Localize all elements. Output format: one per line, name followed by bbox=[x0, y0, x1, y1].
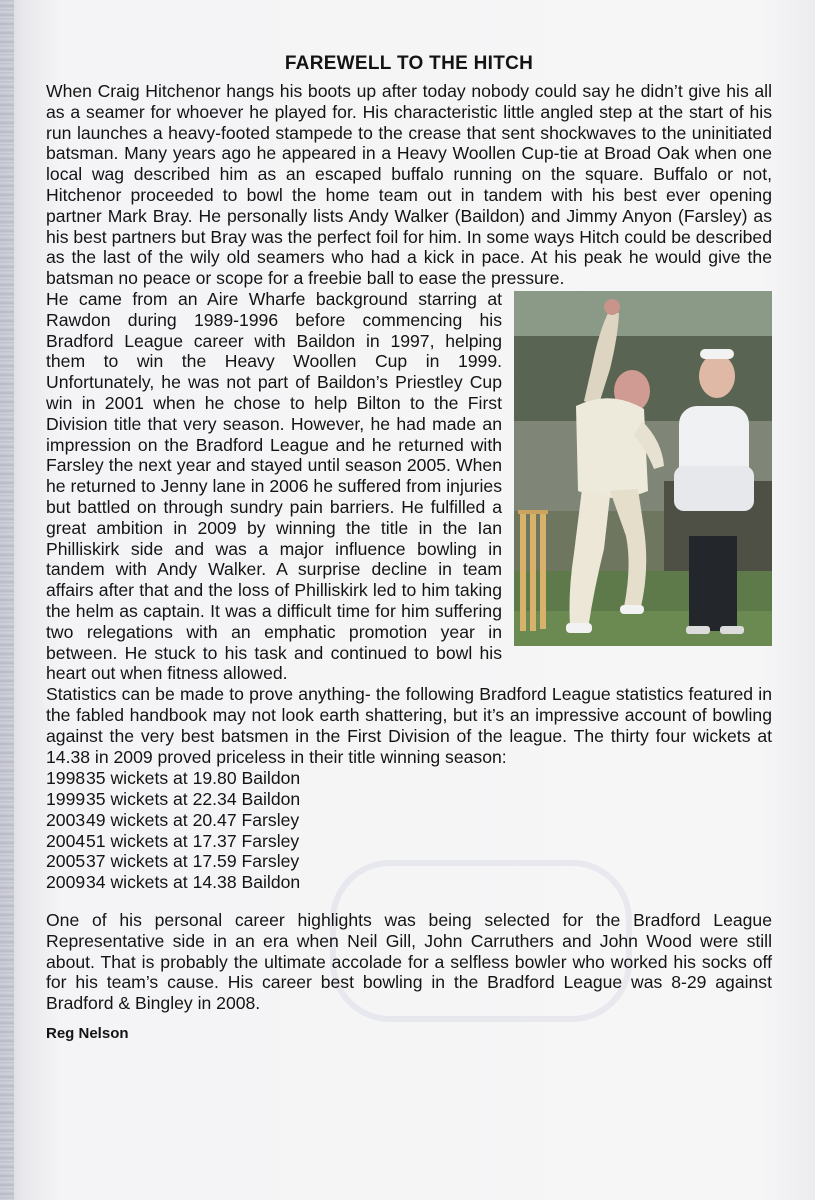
stats-row bbox=[46, 810, 300, 831]
stats-row bbox=[46, 789, 300, 810]
bowler-photo-illustration bbox=[514, 291, 772, 646]
stats-year: 1999 bbox=[46, 789, 86, 810]
stats-line: 35 wickets at 22.34 Baildon bbox=[86, 789, 301, 810]
stats-year: 2009 bbox=[46, 872, 86, 893]
article-title: FAREWELL TO THE HITCH bbox=[284, 53, 534, 74]
article bbox=[46, 52, 772, 1044]
stats-row bbox=[46, 872, 300, 893]
stats-year: 2003 bbox=[46, 809, 86, 830]
bowler-photo bbox=[514, 291, 772, 646]
scan-edge bbox=[0, 0, 14, 1200]
bowling-stats-table bbox=[46, 768, 300, 893]
author-byline: Reg Nelson bbox=[46, 1025, 129, 1043]
stats-row bbox=[46, 831, 300, 852]
stats-line: 37 wickets at 17.59 Farsley bbox=[86, 851, 300, 872]
article-paragraph-1: When Craig Hitchenor hangs his boots up after today nobody could say he didn’t give his all as a seamer for whoever he played for. His characteristic little angled step at the start of his run launches a heavy-footed stampede to the crease that sent shockwaves to the uninitiated batsman. Many years ago he appeared in a Heavy Woollen Cup-tie at Broad Oak when one local wag described him as an escaped buffalo running on the square. Buffalo or not, Hitchenor proceeded to bowl the home team out in tandem with his best ever opening partner Mark Bray. He personally lists Andy Walker (Baildon) and Jimmy Anyon (Farsley) as his best partners but Bray was the perfect foil for him. In some ways Hitch could be described as the last of the wily old seamers who had a kick in pace. At his peak he would give the batsman no peace or scope for a freebie ball to ease the pressure. bbox=[46, 81, 772, 289]
article-paragraph-3: Statistics can be made to prove anything- the following Bradford League statistics featured in the fabled handbook may not look earth shattering, but it’s an impressive account of bowling against the very best batsmen in the First Division of the league. The thirty four wickets at 14.38 in 2009 proved priceless in their title winning season: bbox=[46, 684, 772, 767]
article-paragraph-4: One of his personal career highlights was being selected for the Bradford League Representative side in an era when Neil Gill, John Carruthers and John Wood were still about. That is probably the ultimate accolade for a selfless bowler who worked his socks off for his team’s cause. His career best bowling in the Bradford League was 8-29 against Bradford & Bingley in 2008. bbox=[46, 910, 772, 1014]
stats-year: 2004 bbox=[46, 830, 86, 851]
stats-line: 51 wickets at 17.37 Farsley bbox=[86, 830, 300, 851]
article-section-career bbox=[46, 289, 772, 684]
article-paragraph-2: He came from an Aire Wharfe background starring at Rawdon during 1989-1996 before commencing his Bradford League career with Baildon in 1997, helping them to win the Heavy Woollen Cup in 1999. Unfortunately, he was not part of Baildon’s Priestley Cup win in 2001 when he chose to help Bilton to the First Division title that very season. However, he had made an impression on the Bradford League and he returned with Farsley the next year and stayed until season 2005. When he returned to Jenny lane in 2006 he suffered from injuries but battled on through sundry pain barriers. He fulfilled a great ambition in 2009 by winning the title in the Ian Philliskirk side and was a major influence bowling in tandem with Andy Walker. A surprise decline in team affairs after that and the loss of Philliskirk led to him taking the helm as captain. It was a difficult time for him suffering two relegations with an emphatic promotion year in between. He stuck to his task and continued to bowl his heart out when fitness allowed. bbox=[46, 288, 502, 684]
stats-year: 1998 bbox=[46, 768, 86, 789]
stats-year: 2005 bbox=[46, 851, 86, 872]
stats-line: 35 wickets at 19.80 Baildon bbox=[86, 768, 301, 789]
stats-line: 49 wickets at 20.47 Farsley bbox=[86, 809, 300, 830]
stats-row bbox=[46, 851, 300, 872]
stats-row bbox=[46, 768, 300, 789]
stats-line: 34 wickets at 14.38 Baildon bbox=[86, 872, 301, 893]
